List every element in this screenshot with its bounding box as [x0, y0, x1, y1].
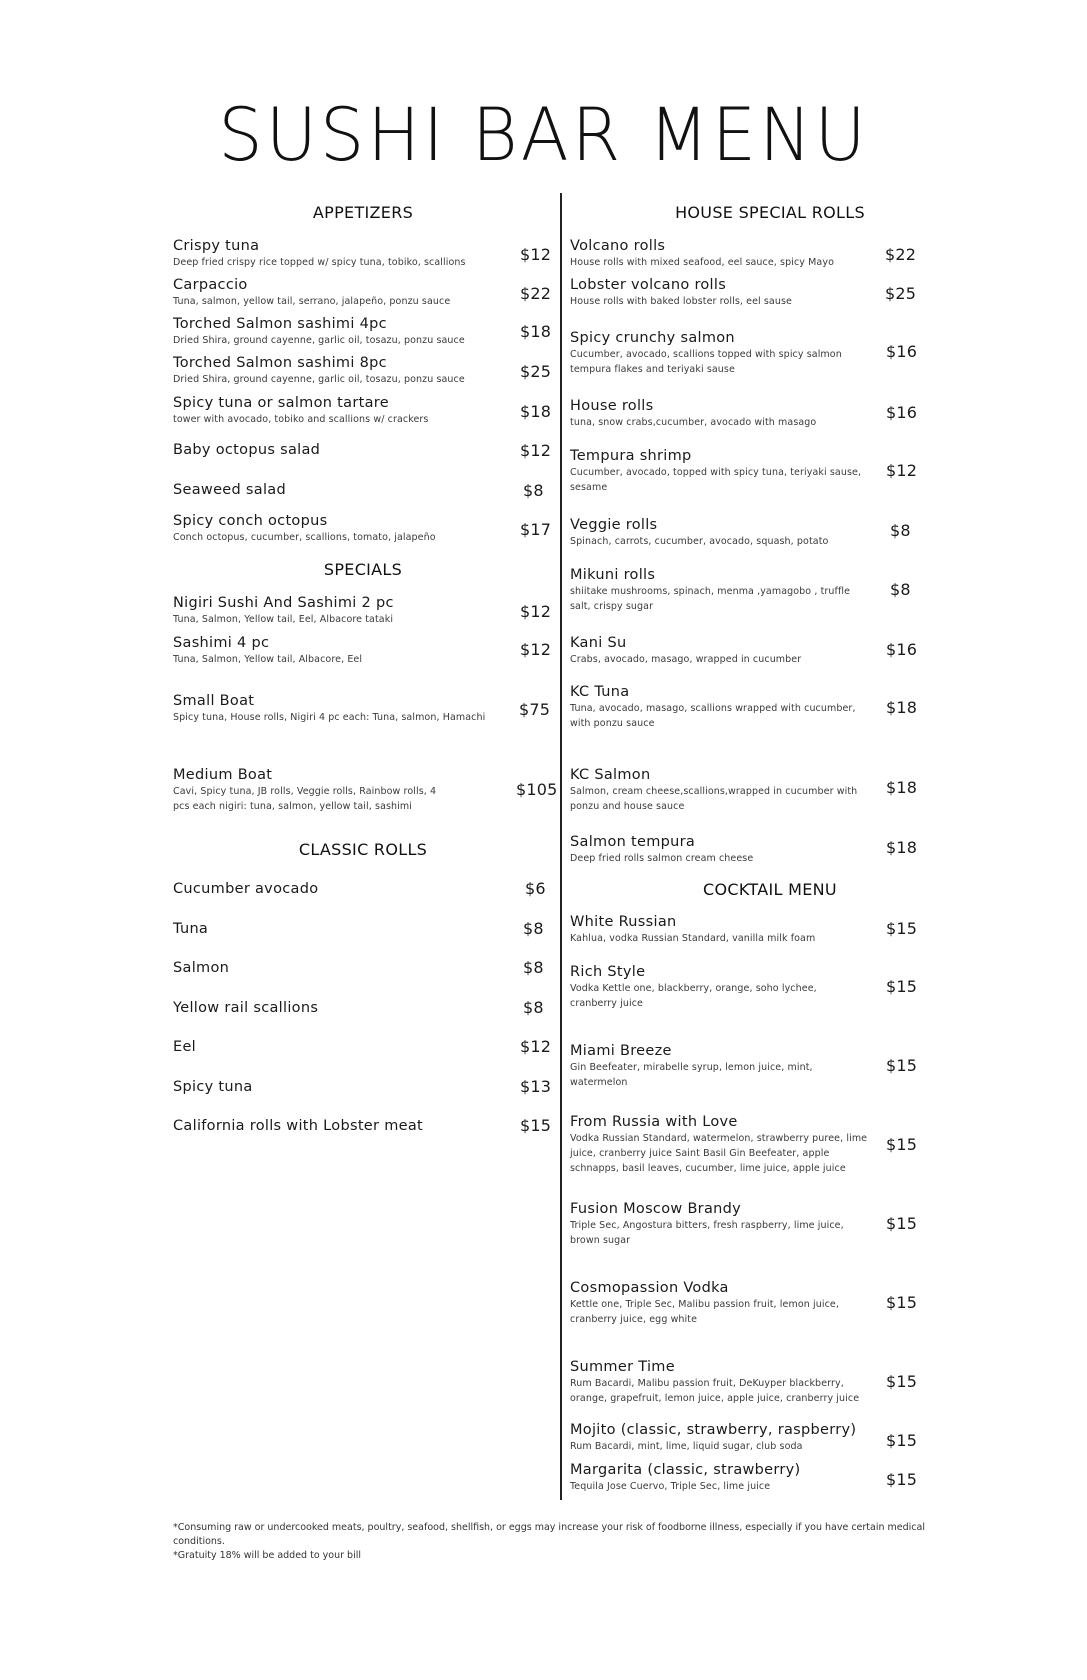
item-name: Sashimi 4 pc: [173, 635, 270, 651]
item-name: Crispy tuna: [173, 238, 260, 254]
item-price: $12: [520, 245, 552, 264]
item-price: $8: [523, 481, 544, 500]
menu-item: [570, 683, 870, 731]
item-desc: Vodka Kettle one, blackberry, orange, soho lychee, cranberry juice: [570, 983, 817, 1009]
menu-item: [173, 441, 493, 459]
item-price: $8: [523, 998, 544, 1017]
item-price: $15: [886, 977, 918, 996]
item-name: From Russia with Love: [570, 1114, 738, 1130]
item-price: $8: [523, 958, 544, 977]
item-desc: Conch octopus, cucumber, scallions, tomato, jalapeño: [173, 532, 436, 543]
item-name: Eel: [173, 1039, 197, 1055]
item-name: Cosmopassion Vodka: [570, 1280, 729, 1296]
item-price: $25: [520, 362, 552, 381]
item-price: $18: [886, 838, 918, 857]
item-desc: Tequila Jose Cuervo, Triple Sec, lime juice: [570, 1481, 771, 1492]
item-name: California rolls with Lobster meat: [173, 1118, 424, 1134]
item-price: $15: [886, 1470, 918, 1489]
item-name: Mojito (classic, strawberry, raspberry): [570, 1422, 857, 1438]
item-name: Medium Boat: [173, 767, 273, 783]
item-desc: Deep fried rolls salmon cream cheese: [570, 853, 754, 864]
item-desc: Tuna, Salmon, Yellow tail, Eel, Albacore tataki: [173, 614, 394, 625]
menu-item: [570, 516, 870, 549]
menu-title: SUSHI BAR MENU: [218, 91, 869, 179]
menu-item: [173, 394, 493, 427]
menu-item: [570, 1200, 860, 1248]
item-desc: tower with avocado, tobiko and scallions w/ crackers: [173, 414, 429, 425]
item-name: Torched Salmon sashimi 4pc: [173, 316, 387, 332]
menu-item: [570, 329, 870, 377]
item-name: Spicy conch octopus: [173, 513, 328, 529]
item-name: Miami Breeze: [570, 1043, 672, 1059]
item-price: $15: [886, 1214, 918, 1233]
item-desc: Tuna, Salmon, Yellow tail, Albacore, Eel: [173, 654, 363, 665]
item-name: Volcano rolls: [570, 238, 666, 254]
item-name: Rich Style: [570, 964, 646, 980]
footer-notes: [173, 1521, 933, 1563]
menu-item: [570, 237, 870, 270]
item-desc: Tuna, avocado, masago, scallions wrapped with cucumber, with ponzu sauce: [570, 703, 856, 729]
item-name: Torched Salmon sashimi 8pc: [173, 355, 387, 371]
item-price: $15: [886, 1135, 918, 1154]
item-price: $16: [886, 403, 918, 422]
item-desc: tuna, snow crabs,cucumber, avocado with masago: [570, 417, 817, 428]
item-name: Nigiri Sushi And Sashimi 2 pc: [173, 595, 394, 611]
menu-item: [173, 237, 493, 270]
column-divider: [560, 193, 562, 1500]
item-name: Lobster volcano rolls: [570, 277, 727, 293]
item-name: Spicy crunchy salmon: [570, 330, 735, 346]
item-price: $8: [890, 521, 911, 540]
item-name: KC Salmon: [570, 767, 651, 783]
item-name: Baby octopus salad: [173, 442, 321, 458]
menu-item: [570, 447, 870, 495]
menu-item: [570, 1042, 850, 1090]
item-price: $18: [520, 322, 552, 341]
item-desc: Cucumber, avocado, topped with spicy tuna, teriyaki sause, sesame: [570, 467, 862, 493]
item-price: $18: [520, 402, 552, 421]
menu-item: [570, 1421, 875, 1454]
menu-item: [173, 766, 443, 814]
item-price: $15: [886, 919, 918, 938]
item-desc: Tuna, salmon, yellow tail, serrano, jalapeño, ponzu sauce: [173, 296, 451, 307]
footer-gratuity: *Gratuity 18% will be added to your bill: [173, 1550, 361, 1561]
item-desc: House rolls with mixed seafood, eel sauce, spicy Mayo: [570, 257, 834, 268]
item-name: Spicy tuna or salmon tartare: [173, 395, 389, 411]
item-desc: Gin Beefeater, mirabelle syrup, lemon juice, mint, watermelon: [570, 1062, 813, 1088]
item-price: $6: [525, 879, 546, 898]
item-price: $18: [886, 698, 918, 717]
heading-classic-rolls: CLASSIC ROLLS: [298, 840, 428, 859]
item-price: $8: [890, 580, 911, 599]
item-price: $15: [886, 1056, 918, 1075]
item-price: $12: [520, 1037, 552, 1056]
item-desc: Rum Bacardi, Malibu passion fruit, DeKuyper blackberry, orange, grapefruit, lemon juice, apple juice, cranberry juice: [570, 1378, 860, 1404]
item-desc: House rolls with baked lobster rolls, eel sause: [570, 296, 792, 307]
item-name: Tuna: [173, 921, 209, 937]
item-desc: Kahlua, vodka Russian Standard, vanilla milk foam: [570, 933, 816, 944]
heading-house-special-rolls: HOUSE SPECIAL ROLLS: [675, 203, 865, 222]
menu-item: [570, 1461, 875, 1494]
item-desc: Salmon, cream cheese,scallions,wrapped in cucumber with ponzu and house sauce: [570, 786, 858, 812]
menu-item: [173, 354, 493, 387]
footer-disclaimer: *Consuming raw or undercooked meats, poultry, seafood, shellfish, or eggs may increase your risk of foodborne illness, especially if you have certain medical conditions.: [173, 1522, 925, 1547]
heading-cocktail-menu: COCKTAIL MENU: [703, 880, 837, 899]
menu-item: [173, 594, 493, 627]
menu-item: [570, 276, 870, 309]
item-name: Fusion Moscow Brandy: [570, 1201, 742, 1217]
item-price: $12: [520, 441, 552, 460]
item-desc: Crabs, avocado, masago, wrapped in cucumber: [570, 654, 802, 665]
menu-item: [570, 1279, 860, 1327]
item-price: $15: [520, 1116, 552, 1135]
item-price: $12: [520, 602, 552, 621]
item-price: $18: [886, 778, 918, 797]
menu-item: [173, 276, 493, 309]
heading-specials: SPECIALS: [323, 560, 403, 579]
item-desc: Dried Shira, ground cayenne, garlic oil, tosazu, ponzu sauce: [173, 374, 465, 385]
item-name: Summer Time: [570, 1359, 675, 1375]
item-name: Salmon: [173, 960, 230, 976]
item-desc: Cavi, Spicy tuna, JB rolls, Veggie rolls, Rainbow rolls, 4 pcs each nigiri: tuna, salmon, yellow tail, sashimi: [173, 786, 437, 812]
item-name: Margarita (classic, strawberry): [570, 1462, 801, 1478]
item-price: $16: [886, 342, 918, 361]
item-name: House rolls: [570, 398, 654, 414]
item-name: Tempura shrimp: [570, 448, 692, 464]
menu-item: [173, 315, 493, 348]
item-price: $15: [886, 1372, 918, 1391]
item-desc: Deep fried crispy rice topped w/ spicy tuna, tobiko, scallions: [173, 257, 466, 268]
menu-item: [570, 766, 875, 814]
item-name: White Russian: [570, 914, 677, 930]
heading-appetizers: APPETIZERS: [312, 203, 414, 222]
item-desc: shiitake mushrooms, spinach, menma ,yamagobo , truffle salt, crispy sugar: [570, 586, 851, 612]
menu-item: [173, 512, 493, 545]
item-name: Yellow rail scallions: [173, 1000, 319, 1016]
item-price: $8: [523, 919, 544, 938]
menu-item: [570, 634, 870, 667]
item-desc: Dried Shira, ground cayenne, garlic oil, tosazu, ponzu sauce: [173, 335, 465, 346]
menu-item: [173, 692, 503, 725]
item-price: $105: [516, 780, 558, 799]
menu-item: [570, 1113, 870, 1176]
item-desc: Spicy tuna, House rolls, Nigiri 4 pc each: Tuna, salmon, Hamachi: [173, 712, 486, 723]
menu-item: [173, 481, 493, 499]
item-name: Veggie rolls: [570, 517, 658, 533]
item-name: KC Tuna: [570, 684, 630, 700]
item-name: Spicy tuna: [173, 1079, 253, 1095]
item-price: $16: [886, 640, 918, 659]
menu-item: [570, 566, 870, 614]
item-name: Seaweed salad: [173, 482, 286, 498]
item-desc: Cucumber, avocado, scallions topped with spicy salmon tempura flakes and teriyaki sause: [570, 349, 842, 375]
item-desc: Spinach, carrots, cucumber, avocado, squash, potato: [570, 536, 829, 547]
item-name: Kani Su: [570, 635, 627, 651]
item-desc: Kettle one, Triple Sec, Malibu passion fruit, lemon juice, cranberry juice, egg white: [570, 1299, 839, 1325]
item-price: $25: [885, 284, 917, 303]
item-price: $12: [520, 640, 552, 659]
menu-item: [570, 397, 870, 430]
menu-item: [173, 634, 493, 667]
item-price: $13: [520, 1077, 552, 1096]
item-name: Mikuni rolls: [570, 567, 656, 583]
item-price: $17: [520, 520, 552, 539]
menu-item: [570, 1358, 870, 1406]
item-desc: Vodka Russian Standard, watermelon, strawberry puree, lime juice, cranberry juice Saint Basil Gin Beefeater, apple schnapps, basil leaves, cucumber, lime juice, apple juice: [570, 1133, 868, 1174]
item-price: $75: [519, 700, 551, 719]
item-name: Small Boat: [173, 693, 255, 709]
item-price: $12: [886, 461, 918, 480]
item-price: $15: [886, 1431, 918, 1450]
item-price: $15: [886, 1293, 918, 1312]
menu-item: [570, 913, 870, 946]
item-name: Salmon tempura: [570, 834, 696, 850]
menu-item: [570, 833, 870, 866]
item-price: $22: [885, 245, 917, 264]
item-desc: Triple Sec, Angostura bitters, fresh raspberry, lime juice, brown sugar: [570, 1220, 844, 1246]
item-price: $22: [520, 284, 552, 303]
item-desc: Rum Bacardi, mint, lime, liquid sugar, club soda: [570, 1441, 803, 1452]
item-name: Cucumber avocado: [173, 881, 319, 897]
item-name: Carpaccio: [173, 277, 248, 293]
menu-item: [570, 963, 855, 1011]
